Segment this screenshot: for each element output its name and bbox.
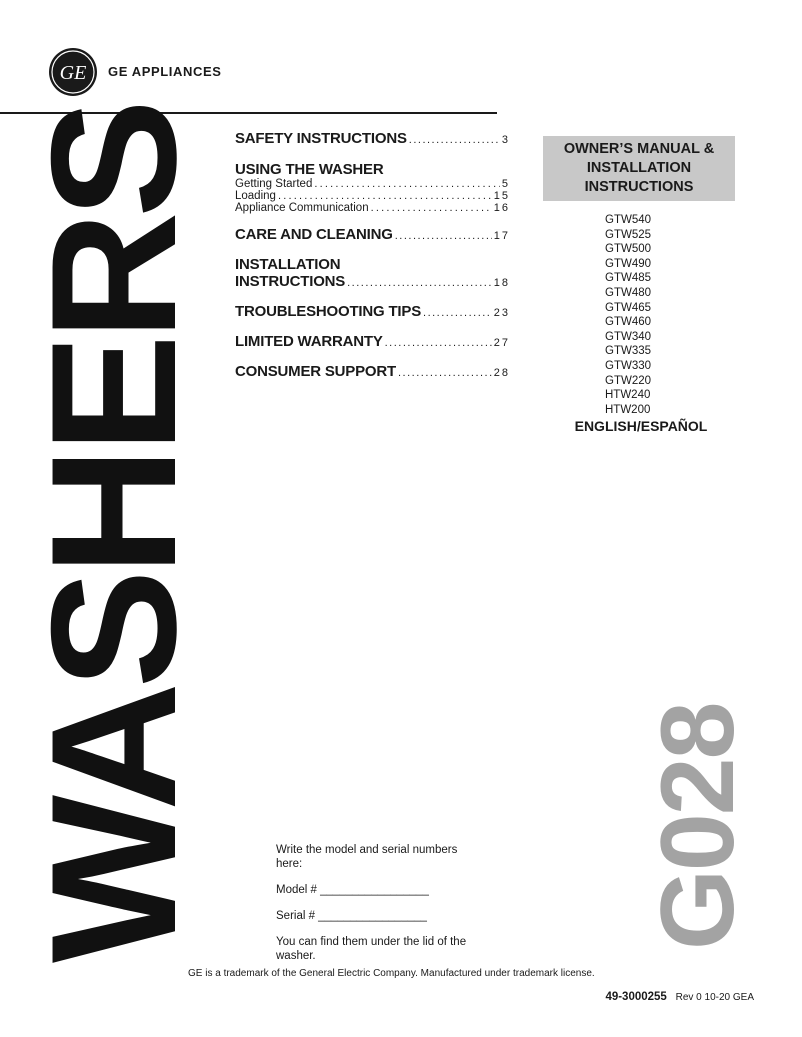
model-number: GTW335 <box>605 345 652 358</box>
revision-info: Rev 0 10-20 GEA <box>675 992 754 1003</box>
serial-instruction: Write the model and serial numbers here: <box>276 844 458 870</box>
model-number: HTW200 <box>605 403 651 416</box>
model-number: GTW220 <box>605 374 652 387</box>
model-number: GTW330 <box>605 359 652 372</box>
toc-leader <box>423 307 492 319</box>
toc-label: CARE AND CLEANING <box>235 226 393 243</box>
toc-page: 28 <box>493 367 510 379</box>
manual-line: INSTRUCTIONS <box>584 179 694 195</box>
toc-page: 18 <box>493 277 510 289</box>
toc-leader <box>385 337 492 349</box>
toc-page: 17 <box>493 230 510 242</box>
toc-subentry[interactable] <box>235 190 510 202</box>
document-number <box>605 991 754 1003</box>
toc-entry-support[interactable] <box>235 363 510 380</box>
model-number: GTW525 <box>605 228 652 241</box>
toc-label: TROUBLESHOOTING TIPS <box>235 303 422 320</box>
doc-number: 49-3000255 <box>605 991 667 1003</box>
toc-label: Getting Started <box>235 178 313 190</box>
toc-label: Loading <box>235 190 276 202</box>
toc-label: SAFETY INSTRUCTIONS <box>235 130 407 147</box>
model-number: HTW240 <box>605 389 651 402</box>
toc-entry-safety[interactable] <box>235 130 510 147</box>
svg-text:GE: GE <box>59 62 87 84</box>
manual-line: INSTALLATION <box>586 160 692 176</box>
toc-page: 27 <box>493 337 510 349</box>
toc-page: 16 <box>493 202 510 214</box>
toc-page: 5 <box>501 178 510 190</box>
ge-logo-icon <box>48 47 98 97</box>
serial-number-field: Serial # _________________ <box>276 910 427 922</box>
brand-name: GE APPLIANCES <box>108 64 222 79</box>
toc-entry-using[interactable]: USING THE WASHER <box>235 161 384 178</box>
model-number: GTW485 <box>605 272 652 285</box>
language-label: ENGLISH/ESPAÑOL <box>574 418 708 434</box>
toc-page: 23 <box>493 307 510 319</box>
model-number: GTW465 <box>605 301 652 314</box>
toc-entry-troubleshooting[interactable] <box>235 303 510 320</box>
model-number: GTW490 <box>605 257 652 270</box>
toc-leader <box>395 230 492 242</box>
model-number: GTW460 <box>605 316 652 329</box>
manual-line: OWNER’S MANUAL & <box>563 141 715 157</box>
toc-label: CONSUMER SUPPORT <box>235 363 396 380</box>
toc-entry-installation-line1[interactable]: INSTALLATION <box>235 256 341 273</box>
toc-leader <box>347 277 492 289</box>
model-number: GTW480 <box>605 286 652 299</box>
model-number: GTW340 <box>605 330 652 343</box>
toc-subentry[interactable] <box>235 202 510 214</box>
model-number: GTW540 <box>605 214 652 226</box>
trademark-notice: GE is a trademark of the General Electric Company. Manufactured under trademark license. <box>188 968 595 979</box>
toc-leader <box>314 178 500 190</box>
model-list <box>605 213 675 417</box>
toc-entry-care[interactable] <box>235 226 510 243</box>
toc-leader <box>371 202 492 214</box>
page-title: WASHERS <box>14 105 213 963</box>
toc-entry-installation[interactable] <box>235 273 510 290</box>
toc-label: Appliance Communication <box>235 202 369 214</box>
manual-type-banner <box>543 136 735 201</box>
table-of-contents <box>235 130 510 380</box>
serial-info-block <box>276 843 476 975</box>
toc-leader <box>409 134 500 146</box>
series-code: G028 <box>640 703 756 950</box>
model-number: GTW500 <box>605 243 652 256</box>
toc-leader <box>278 190 492 202</box>
toc-leader <box>398 367 492 379</box>
toc-entry-warranty[interactable] <box>235 333 510 350</box>
toc-subsection-list <box>235 178 510 214</box>
toc-page: 15 <box>493 190 510 202</box>
toc-label: INSTRUCTIONS <box>235 273 346 290</box>
toc-subentry[interactable] <box>235 178 510 190</box>
model-number-field: Model # _________________ <box>276 884 429 896</box>
serial-location-note: You can find them under the lid of the washer. <box>276 936 467 962</box>
toc-page: 3 <box>501 134 510 146</box>
toc-label: LIMITED WARRANTY <box>235 333 383 350</box>
